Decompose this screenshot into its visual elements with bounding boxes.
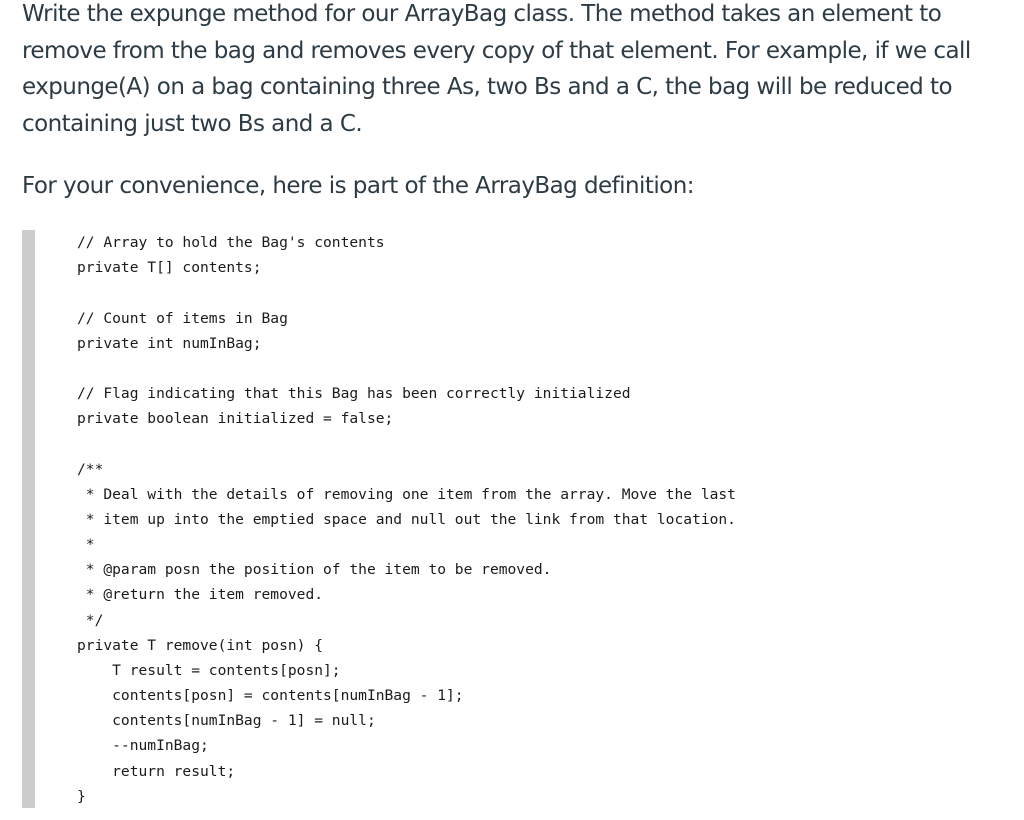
code-line: private T remove(int posn) { [77, 637, 324, 654]
code-line: T result = contents[posn]; [77, 662, 341, 679]
code-block [22, 230, 982, 808]
code-line: /** [77, 461, 104, 478]
code-line: * Deal with the details of removing one item from the array. Move the last [77, 486, 736, 503]
code-line: private boolean initialized = false; [77, 410, 394, 427]
code-line: } [77, 788, 86, 805]
code-line: --numInBag; [77, 737, 209, 754]
code-line: * @param posn the position of the item to be removed. [77, 561, 552, 578]
code-line: private T[] contents; [77, 259, 262, 276]
code-line: * [77, 536, 95, 553]
code-line: * @return the item removed. [77, 586, 324, 603]
code-line: contents[numInBag - 1] = null; [77, 712, 376, 729]
question-paragraph: Write the expunge method for our ArrayBag class. The method takes an element to remove from the bag and removes every copy of that element. For example, if we call expunge(A) on a bag containing three As, two Bs and a C, the bag will be reduced to containing just two Bs and a C. [22, 1, 971, 137]
code-line: return result; [77, 763, 236, 780]
code-line: */ [77, 612, 104, 629]
code-line: contents[posn] = contents[numInBag - 1]; [77, 687, 464, 704]
code-line: // Count of items in Bag [77, 310, 288, 327]
code-line: private int numInBag; [77, 335, 262, 352]
code-line: // Array to hold the Bag's contents [77, 234, 385, 251]
code-intro-paragraph: For your convenience, here is part of the ArrayBag definition: [22, 173, 694, 199]
code-line: // Flag indicating that this Bag has been correctly initialized [77, 385, 631, 402]
code-line: * item up into the emptied space and null out the link from that location. [77, 511, 736, 528]
